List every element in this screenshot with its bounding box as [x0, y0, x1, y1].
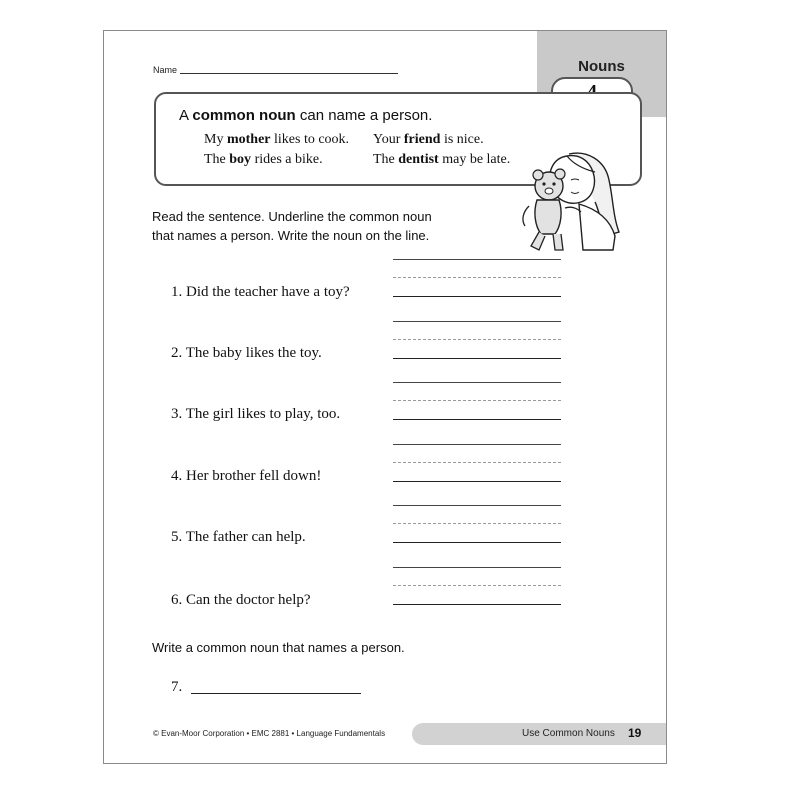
worksheet-page [103, 30, 667, 764]
example-sentence: Your friend is nice. [373, 132, 484, 147]
girl-with-teddy-bear-icon [509, 146, 629, 256]
answer-line-top [393, 567, 561, 568]
answer-line-top [393, 444, 561, 445]
footer-topic: Use Common Nouns [522, 728, 615, 739]
answer-line-4[interactable] [393, 481, 561, 482]
rule-statement: A common noun can name a person. [179, 107, 433, 124]
instructions: Read the sentence. Underline the common noun that names a person. Write the noun on the line. [152, 209, 432, 243]
page-number: 19 [628, 726, 642, 740]
answer-line-midline [393, 277, 561, 278]
footer-copyright: © Evan-Moor Corporation • EMC 2881 • Language Fundamentals [153, 729, 386, 738]
answer-line-top [393, 505, 561, 506]
answer-line-midline [393, 585, 561, 586]
answer-line-7[interactable] [191, 693, 361, 694]
answer-line-6[interactable] [393, 604, 561, 605]
answer-line-2[interactable] [393, 358, 561, 359]
answer-line-midline [393, 523, 561, 524]
section-title: Nouns [578, 58, 625, 75]
name-line[interactable] [180, 73, 398, 74]
answer-line-3[interactable] [393, 419, 561, 420]
question-4: 4. Her brother fell down! [171, 468, 322, 484]
answer-line-5[interactable] [393, 542, 561, 543]
example-sentence: The dentist may be late. [373, 152, 511, 167]
answer-line-midline [393, 339, 561, 340]
question-5: 5. The father can help. [171, 529, 306, 545]
example-sentence: My mother likes to cook. [204, 132, 350, 147]
answer-line-top [393, 259, 561, 260]
question-7-label: 7. [171, 679, 183, 695]
example-sentence: The boy rides a bike. [204, 152, 323, 167]
question-1: 1. Did the teacher have a toy? [171, 284, 350, 300]
answer-line-1[interactable] [393, 296, 561, 297]
question-2: 2. The baby likes the toy. [171, 345, 322, 361]
answer-line-top [393, 382, 561, 383]
answer-line-top [393, 321, 561, 322]
question-6: 6. Can the doctor help? [171, 592, 311, 608]
rule-term: common noun [192, 107, 296, 124]
name-label: Name [153, 65, 178, 75]
answer-line-midline [393, 400, 561, 401]
write-prompt: Write a common noun that names a person. [152, 640, 405, 655]
answer-line-midline [393, 462, 561, 463]
question-3: 3. The girl likes to play, too. [171, 406, 341, 422]
